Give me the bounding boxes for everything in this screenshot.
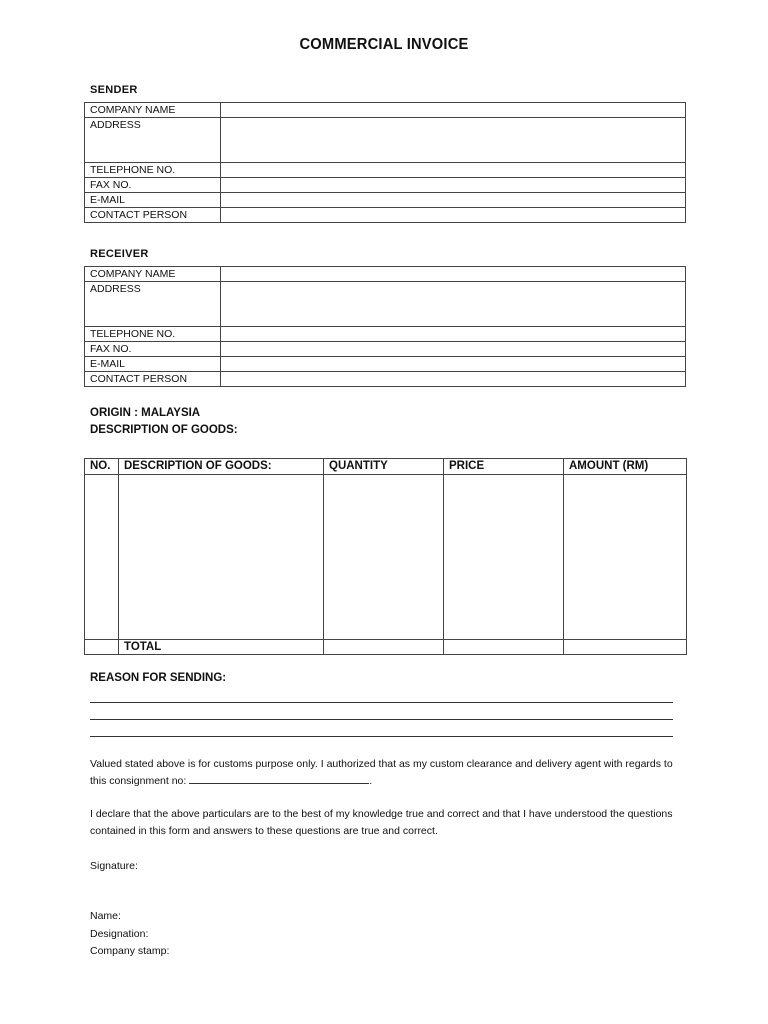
reason-line-1[interactable] <box>90 702 673 703</box>
goods-body-row <box>85 475 687 640</box>
header-quantity: QUANTITY <box>324 459 444 475</box>
sender-heading: SENDER <box>90 84 138 96</box>
document-title: COMMERCIAL INVOICE <box>299 36 469 53</box>
consignment-label: this consignment no: <box>90 775 190 787</box>
goods-quantity-cell[interactable] <box>324 475 444 640</box>
receiver-row-fax <box>85 342 686 357</box>
receiver-row-email <box>85 357 686 372</box>
total-amount-cell[interactable] <box>564 640 687 655</box>
consignment-period: . <box>369 775 373 787</box>
receiver-row-company <box>85 267 686 282</box>
goods-description-cell[interactable] <box>119 475 324 640</box>
sender-fax-field[interactable] <box>221 178 686 193</box>
sender-row-company <box>85 103 686 118</box>
header-description: DESCRIPTION OF GOODS: <box>119 459 324 475</box>
goods-table <box>84 458 687 655</box>
header-no: NO. <box>85 459 119 475</box>
receiver-fax-field[interactable] <box>221 342 686 357</box>
goods-header-row <box>85 459 687 475</box>
receiver-email-field[interactable] <box>221 357 686 372</box>
receiver-email-label: E-MAIL <box>85 357 221 372</box>
sender-row-contact <box>85 208 686 223</box>
sender-fax-label: FAX NO. <box>85 178 221 193</box>
receiver-telephone-label: TELEPHONE NO. <box>85 327 221 342</box>
origin-line: ORIGIN : MALAYSIA <box>90 407 201 419</box>
sender-telephone-label: TELEPHONE NO. <box>85 163 221 178</box>
sender-telephone-field[interactable] <box>221 163 686 178</box>
name-label: Name: <box>90 910 121 922</box>
consignment-number-blank[interactable] <box>189 773 369 784</box>
goods-total-row <box>85 640 687 655</box>
total-label: TOTAL <box>119 640 324 655</box>
customs-paragraph <box>90 756 680 790</box>
sender-row-address <box>85 118 686 163</box>
sender-address-field[interactable] <box>221 118 686 163</box>
receiver-company-label: COMPANY NAME <box>85 267 221 282</box>
receiver-table <box>84 266 686 387</box>
receiver-telephone-field[interactable] <box>221 327 686 342</box>
header-amount: AMOUNT (RM) <box>564 459 687 475</box>
sender-address-label: ADDRESS <box>85 118 221 163</box>
receiver-heading: RECEIVER <box>90 248 149 260</box>
declaration-line-2: contained in this form and answers to these questions are true and correct. <box>90 825 438 837</box>
sender-email-field[interactable] <box>221 193 686 208</box>
sender-row-email <box>85 193 686 208</box>
company-stamp-label: Company stamp: <box>90 945 170 957</box>
receiver-contact-field[interactable] <box>221 372 686 387</box>
sender-contact-label: CONTACT PERSON <box>85 208 221 223</box>
sender-company-label: COMPANY NAME <box>85 103 221 118</box>
goods-no-cell[interactable] <box>85 475 119 640</box>
receiver-row-contact <box>85 372 686 387</box>
goods-price-cell[interactable] <box>444 475 564 640</box>
receiver-fax-label: FAX NO. <box>85 342 221 357</box>
declaration-paragraph <box>90 806 680 840</box>
reason-line-2[interactable] <box>90 719 673 720</box>
receiver-contact-label: CONTACT PERSON <box>85 372 221 387</box>
receiver-row-telephone <box>85 327 686 342</box>
sender-contact-field[interactable] <box>221 208 686 223</box>
signature-label: Signature: <box>90 860 138 872</box>
total-price-cell[interactable] <box>444 640 564 655</box>
receiver-address-field[interactable] <box>221 282 686 327</box>
goods-amount-cell[interactable] <box>564 475 687 640</box>
sender-company-field[interactable] <box>221 103 686 118</box>
receiver-company-field[interactable] <box>221 267 686 282</box>
reason-line-3[interactable] <box>90 736 673 737</box>
receiver-address-label: ADDRESS <box>85 282 221 327</box>
customs-text-line-2 <box>90 773 680 790</box>
receiver-row-address <box>85 282 686 327</box>
header-price: PRICE <box>444 459 564 475</box>
sender-row-telephone <box>85 163 686 178</box>
sender-table <box>84 102 686 223</box>
sender-email-label: E-MAIL <box>85 193 221 208</box>
customs-text-line-1: Valued stated above is for customs purpose only. I authorized that as my custom clearance and delivery agent with regards to <box>90 758 673 770</box>
total-no-cell <box>85 640 119 655</box>
description-heading: DESCRIPTION OF GOODS: <box>90 424 238 436</box>
designation-label: Designation: <box>90 928 149 940</box>
declaration-line-1: I declare that the above particulars are to the best of my knowledge true and correct and that I have understood the questions <box>90 808 673 820</box>
total-quantity-cell[interactable] <box>324 640 444 655</box>
reason-heading: REASON FOR SENDING: <box>90 672 227 684</box>
sender-row-fax <box>85 178 686 193</box>
